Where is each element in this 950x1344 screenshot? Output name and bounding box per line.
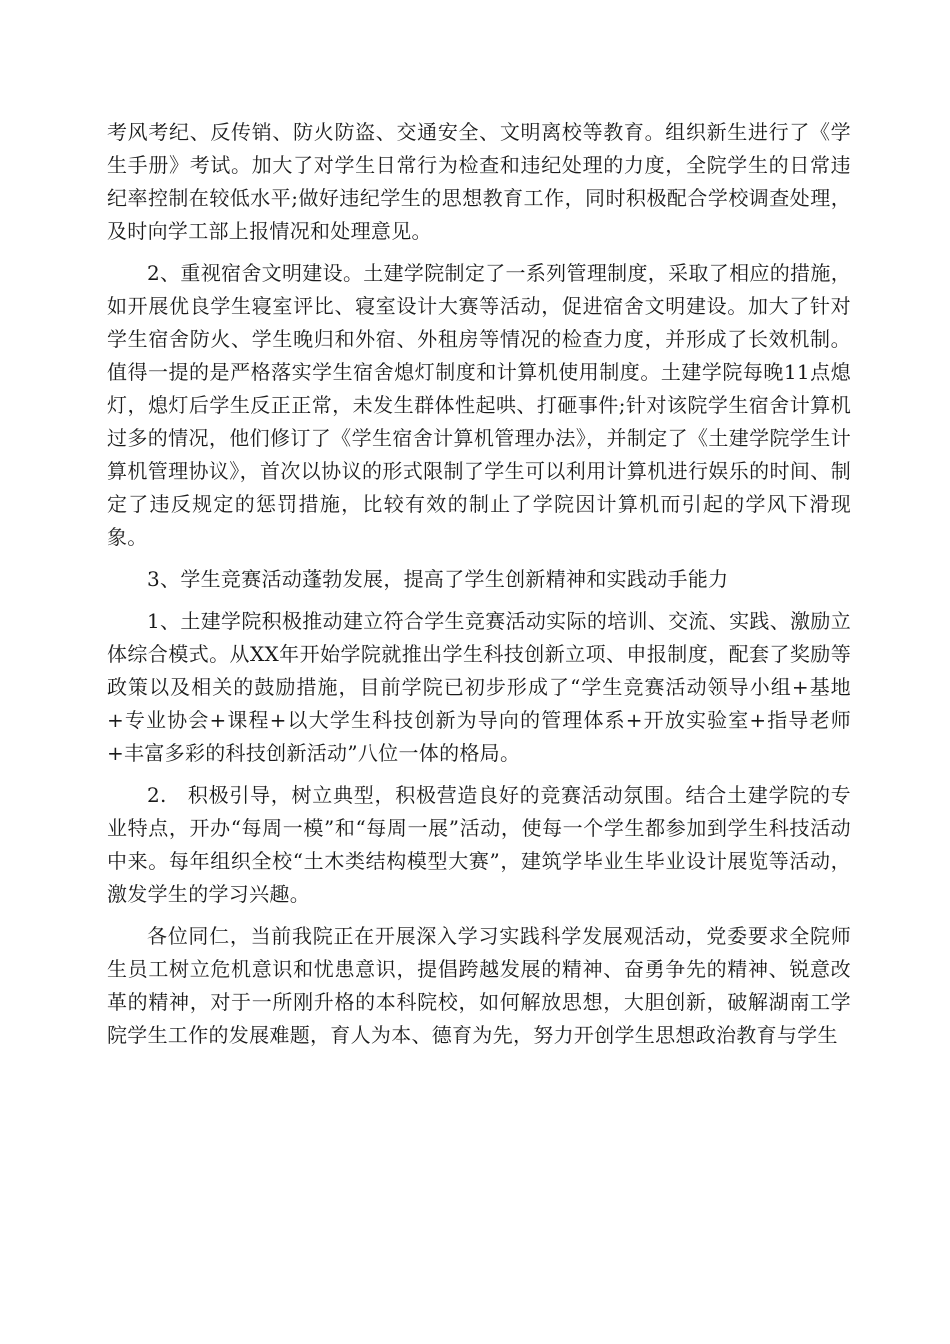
paragraph-competition-heading: 3、学生竞赛活动蓬勃发展，提高了学生创新精神和实践动手能力: [147, 567, 729, 591]
paragraph-training-model: 1、土建学院积极推动建立符合学生竞赛活动实际的培训、交流、实践、激励立体综合模式。从XX年开始学院就推出学生科技创新立项、申报制度，配套了奖励等政策以及相关的鼓励措施，目前学院已初步形成了“学生竞赛活动领导小组+基地+专业协会+课程+以大学生科技创新为导向的管理体系+开放实验室+指导老师+丰富多彩的科技创新活动”八位一体的格局。: [107, 609, 851, 765]
paragraph-dormitory-construction: 2、重视宿舍文明建设。土建学院制定了一系列管理制度，采取了相应的措施，如开展优良学生寝室评比、寝室设计大赛等活动，促进宿舍文明建设。加大了针对学生宿舍防火、学生晚归和外宿、外租房等情况的检查力度，并形成了长效机制。值得一提的是严格落实学生宿舍熄灯制度和计算机使用制度。土建学院每晚11点熄灯，熄灯后学生反正正常，未发生群体性起哄、打砸事件;针对该院学生宿舍计算机过多的情况，他们修订了《学生宿舍计算机管理办法》，并制定了《土建学院学生计算机管理协议》，首次以协议的形式限制了学生可以利用计算机进行娱乐的时间、制定了违反规定的惩罚措施，比较有效的制止了学院因计算机而引起的学风下滑现象。: [107, 261, 851, 549]
document-page: [107, 116, 851, 1061]
paragraph-competition-atmosphere: 2. 积极引导，树立典型，积极营造良好的竞赛活动氛围。结合土建学院的专业特点，开办“每周一模”和“每周一展”活动，使每一个学生都参加到学生科技活动中来。每年组织全校“土木类结构模型大赛”，建筑学毕业生毕业设计展览等活动，激发学生的学习兴趣。: [107, 783, 851, 906]
paragraph-closing-remarks: 各位同仁，当前我院正在开展深入学习实践科学发展观活动，党委要求全院师生员工树立危机意识和忧患意识，提倡跨越发展的精神、奋勇争先的精神、锐意改革的精神，对于一所刚升格的本科院校，如何解放思想，大胆创新，破解湖南工学院学生工作的发展难题，育人为本、德育为先，努力开创学生思想政治教育与学生: [107, 924, 851, 1047]
paragraph-discipline-education: 考风考纪、反传销、防火防盗、交通安全、文明离校等教育。组织新生进行了《学生手册》考试。加大了对学生日常行为检查和违纪处理的力度，全院学生的日常违纪率控制在较低水平;做好违纪学生的思想教育工作，同时积极配合学校调查处理，及时向学工部上报情况和处理意见。: [107, 120, 851, 243]
